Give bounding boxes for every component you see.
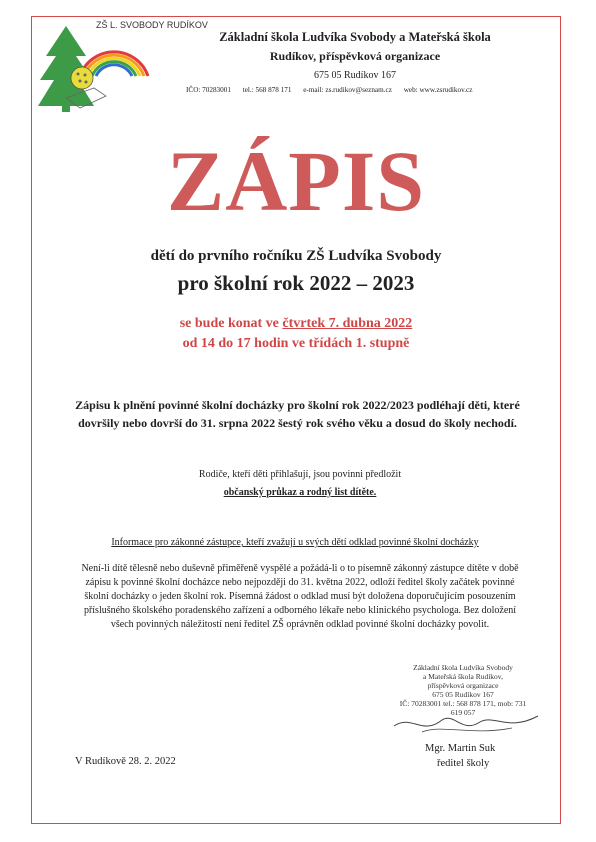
event-date: se bude konat ve čtvrtek 7. dubna 2022 xyxy=(179,316,413,331)
deferral-text: Není-li dítě tělesně nebo duševně přiměřeně vyspělé a požádá-li o to písemně zákonný zástupce dítěte v době zápisu k povinné školní docházce nebo nejpozději do 31. května 2022, odloží ředitel školy začátek povinné školní docházky o jeden školní rok. Písemná žádost o odklad musí být doložena doporučujícím posouzením příslušného školského poradenského zařízení a odborného lékaře nebo klinického psychologa. Bez doložení všech povinných náležitostí není ředitel ZŠ oprávněn odklad povinné školní docházky povolit. xyxy=(81,563,519,630)
info-heading: Informace pro zákonné zástupce, kteří zvažují u svých dětí odklad povinné školní docházky xyxy=(111,537,479,548)
email: e-mail: zs.rudikov@seznam.cz xyxy=(303,86,392,94)
contact-line xyxy=(186,86,546,94)
website: web: www.zsrudikov.cz xyxy=(403,86,473,94)
school-org: Rudíkov, příspěvková organizace xyxy=(269,49,441,63)
subtitle: dětí do prvního ročníku ZŠ Ludvíka Svobody xyxy=(150,248,442,264)
parents-note: Rodiče, kteří děti přihlašují, jsou povinni předložit xyxy=(198,469,402,480)
phone: tel.: 568 878 171 xyxy=(242,86,292,94)
enrollment-paragraph: Zápisu k plnění povinné školní docházky pro školní rok 2022/2023 podléhají děti, které dovršily nebo dovrší do 31. srpna 2022 šestý rok svého věku a dosud do školy nechodí. xyxy=(75,398,520,430)
required-documents: občanský průkaz a rodný list dítěte. xyxy=(223,487,377,498)
school-address: 675 05 Rudíkov 167 xyxy=(314,70,396,81)
place-date: V Rudíkově 28. 2. 2022 xyxy=(75,756,176,767)
event-date-underlined: čtvrtek 7. dubna 2022 xyxy=(282,316,413,331)
school-stamp: Základní škola Ludvíka Svobody a Mateřská škola Rudíkov, příspěvková organizace 675 05 Rudíkov 167 IČ: 70283001 tel.: 568 878 171, mob: 731 619 057 xyxy=(399,663,527,717)
school-logo xyxy=(36,18,208,116)
event-time: od 14 do 17 hodin ve třídách 1. stupně xyxy=(182,336,410,351)
signature-scribble xyxy=(392,706,540,742)
svg-text:ZŠ L. SVOBODY RUDÍKOV: ZŠ L. SVOBODY RUDÍKOV xyxy=(96,20,208,30)
school-year: pro školní rok 2022 – 2023 xyxy=(177,271,415,295)
signatory-role: ředitel školy xyxy=(437,758,490,769)
school-name: Základní škola Ludvíka Svobody a Mateřská škola xyxy=(219,30,491,44)
page-title: ZÁPIS xyxy=(166,133,426,229)
ico: IČO: 70283001 xyxy=(186,86,231,94)
signatory-name: Mgr. Martin Suk xyxy=(425,743,496,754)
